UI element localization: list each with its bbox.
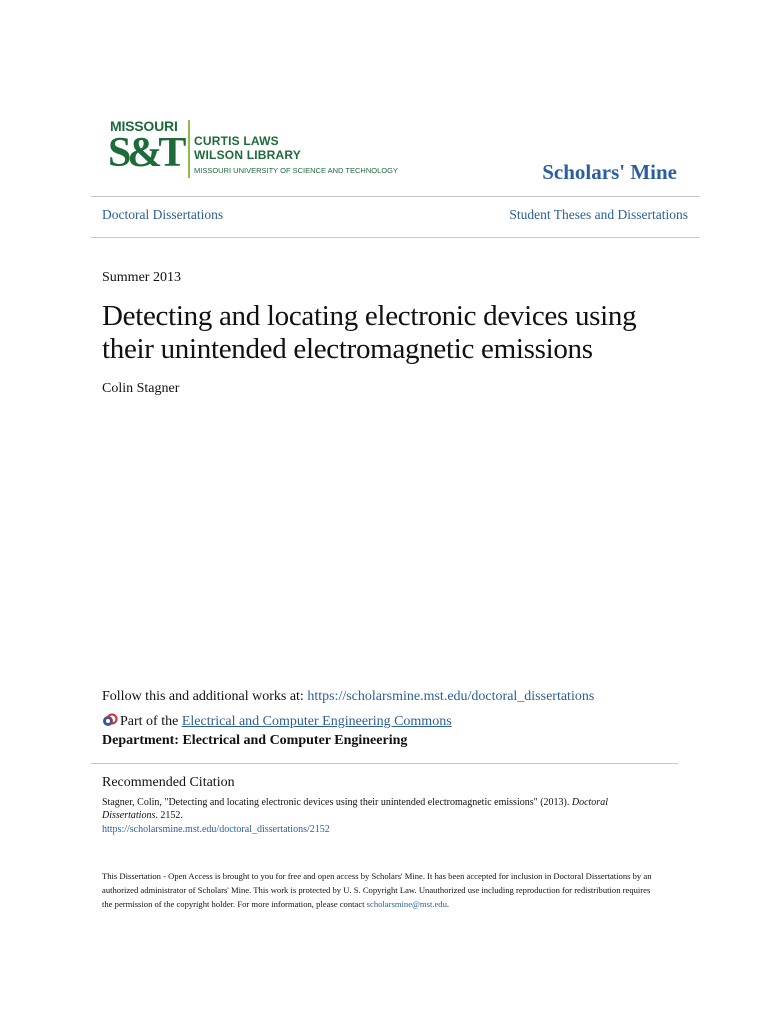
citation-body: Stagner, Colin, "Detecting and locating electronic devices using their unintended electromagnetic emissions" (2013). [102,797,572,808]
citation-divider [91,763,678,764]
doctoral-dissertations-link[interactable]: Doctoral Dissertations [102,207,224,222]
citation-url-link[interactable]: https://scholarsmine.mst.edu/doctoral_dissertations/2152 [102,824,330,835]
logo-missouri-text: MISSOURI [110,118,178,134]
commons-link[interactable]: Electrical and Computer Engineering Commons [181,714,452,729]
author-name: Colin Stagner [102,381,180,396]
header-divider-bottom [91,237,700,238]
scholars-mine-brand[interactable]: Scholars' Mine [542,160,677,184]
student-theses-link[interactable]: Student Theses and Dissertations [509,207,688,222]
logo-library-line2: WILSON LIBRARY [194,148,302,162]
logo-divider [188,120,190,178]
logo-library-line1: CURTIS LAWS [194,134,279,148]
notice-text: This Dissertation - Open Access is brought to you for free and open access by Scholars' Mine. It has been accepted for inclusion in Doctoral Dissertations by an authorized administrator of Scholars' Mine. This work is protected by U. S. Copyright Law. Unauthorized use including reproduction for redistribution requires the permission of the copyright holder. For more information, please contact [102,871,652,909]
logo-university: MISSOURI UNIVERSITY OF SCIENCE AND TECHNOLOGY [194,166,398,175]
citation-text [102,796,642,822]
header-divider-top [91,196,700,197]
part-of-line [102,712,452,730]
follow-url-link[interactable]: https://scholarsmine.mst.edu/doctoral_dissertations [307,689,595,704]
publication-season: Summer 2013 [102,270,181,285]
commons-network-icon [102,712,118,728]
department: Department: Electrical and Computer Engineering [102,733,408,748]
library-logo[interactable] [108,118,398,178]
follow-line [102,689,594,705]
part-of-prefix: Part of the [120,714,182,729]
access-notice [102,869,652,911]
logo-st-text: S&T [108,130,183,176]
recommended-citation-heading: Recommended Citation [102,775,235,790]
follow-prefix: Follow this and additional works at: [102,689,308,704]
citation-journal: Doctoral Dissertations [102,797,608,821]
contact-email-link[interactable]: scholarsmine@mst.edu [366,899,447,909]
notice-end: . [446,899,450,909]
citation-number: . 2152. [155,810,183,821]
document-title: Detecting and locating electronic devices using their unintended electromagnetic emissions [102,300,637,365]
